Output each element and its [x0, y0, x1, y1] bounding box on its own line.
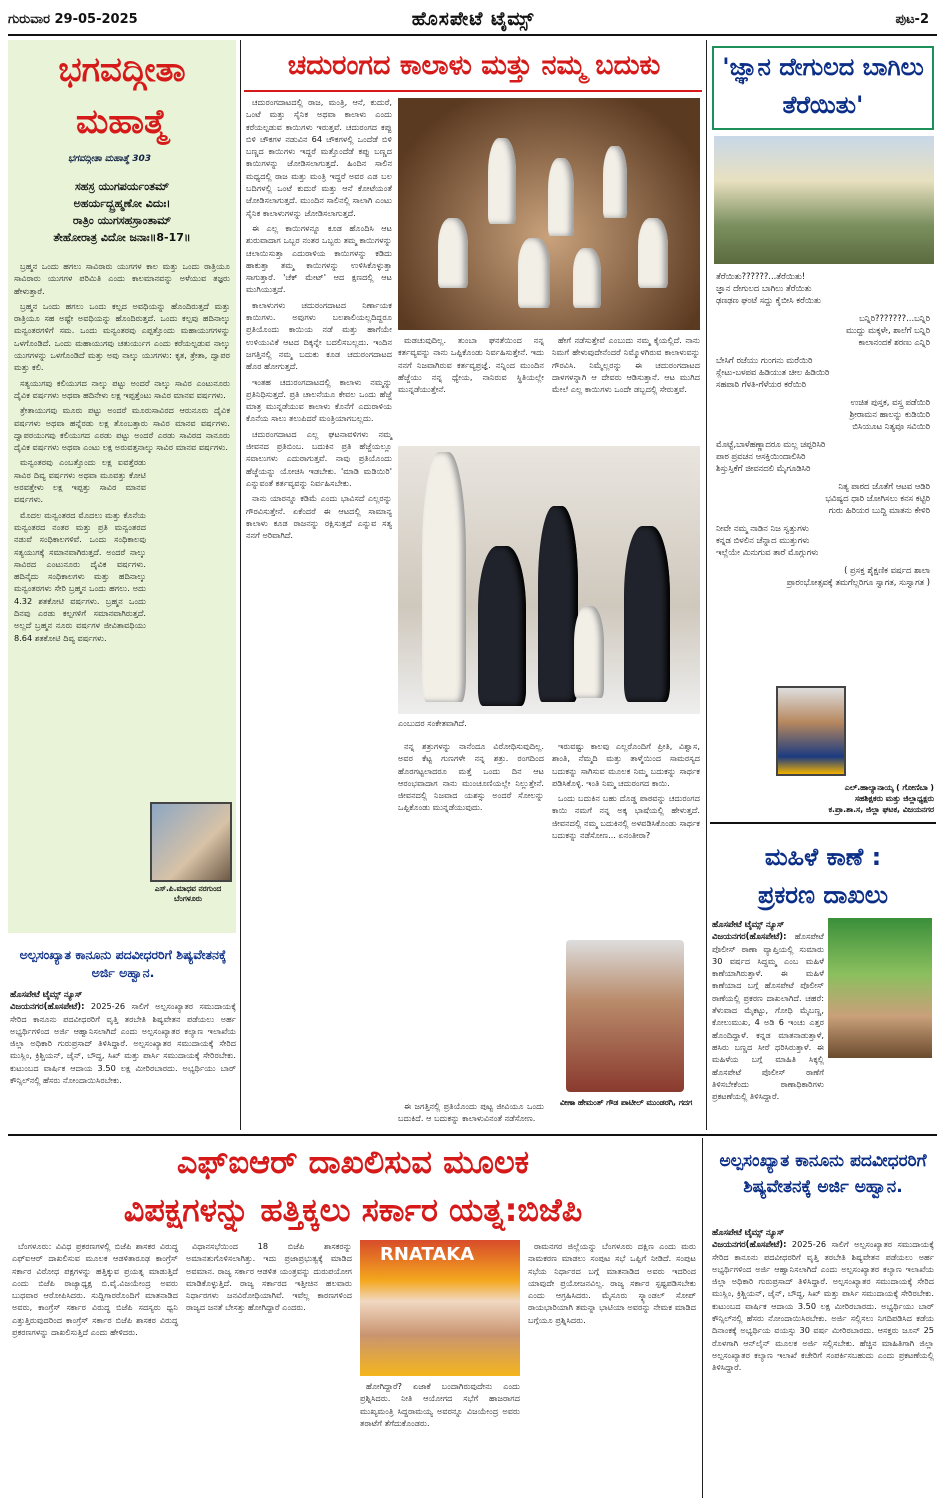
poem-line: ಮೊಟ್ಟೆ,ಬಾಳೆಹಣ್ಣಾದರೂ ಮಲ್ಲ ಚಪ್ಪರಿಸಿರಿ — [716, 439, 826, 449]
black-pawn-piece — [624, 526, 670, 702]
header-rule — [8, 34, 937, 36]
gita-paragraph: ಬ್ರಹ್ಮನ ಒಂದು ಹಗಲು ಸಾವಿರಾರು ಯುಗಗಳ ಕಾಲ ಮತ್ತು ಒಂದು ರಾತ್ರಿಯೂ ಸಾವಿರಾರು ಯುಗಗಳ ಪರಿಮಿತಿ ಎಂದು ಕಾಲಮಾನವನ್ನು ಅಳೆಯುವ ತಜ್ಞರು ಹೇಳುತ್ತಾರೆ. — [14, 261, 230, 296]
missing-body-cont — [712, 1060, 932, 1130]
column-rule — [706, 40, 707, 1130]
bjp-paragraph: ಹೋಗಿದ್ದಾರೆ? ಏಜಾಕೆ ಬಂದಾಗಿರುವುದೇನು ಎಂದು ಪ್ರಶ್ನಿಸಿದರು. ನೀತಿ ಆಯೋಗದ ಸಭೆಗೆ ಹಾಜರಾಗದ ಮುಖ್ಯಮಂತ್ರಿ ಸಿದ್ದರಾಮಯ್ಯ ಅವರನ್ನೂ ವಿಜಯೇಂದ್ರ ಅವರು ತರಾಟೆಗೆ ತೆಗೆದುಕೊಂಡರು. — [360, 1381, 520, 1428]
chess-piece — [573, 248, 601, 308]
poem-line: ಪ್ರಾರಂಭೋತ್ಸವಕ್ಕೆ ತಮಗೆಲ್ಲರಿಗೂ ಸ್ವಾಗತ, ಸುಸ್ವಾಗತ ) — [786, 577, 930, 587]
chess-paragraph: ಈ ಎಲ್ಲ ಕಾಯಿಗಳನ್ನೂ ಕೂಡ ಹೊಂದಿಸಿ ಆಟ ಶುರುವಾದಾಗ ಒಬ್ಬರ ನಂತರ ಒಬ್ಬರು ತಮ್ಮ ಕಾಯಿಗಳನ್ನು ಚಲಾಯಿಸುತ್ತಾ ಎದುರಾಳಿಯ ಕಾಯಿಗಳನ್ನು ಕಡಿದು ಹಾಕುತ್ತಾ ತಮ್ಮ ಕಾಯಿಗಳನ್ನು ಉಳಿಸಿಕೊಳ್ಳುತ್ತಾ ಸಾಗುತ್ತಾರೆ. 'ಚೆಕ್ ಮೇಟ್' ಆದ ಕ್ಷಣದಲ್ಲಿ ಆಟ ಮುಗಿಯುತ್ತದೆ. — [246, 222, 392, 295]
missing-woman-photo — [828, 918, 932, 1058]
chess-piece — [438, 218, 468, 288]
chess-paragraph: ಒಂದು ಬದುಕಿನ ಬಹು ದೊಡ್ಡ ಪಾಠವನ್ನು ಚದುರಂಗದ ಕಾಯಿ ನಮಗೆ ನನ್ನ ಅಕ್ಕ ಭಾಷೆಯಲ್ಲಿ ಹೇಳುತ್ತದೆ. ಜೀವನದಲ್ಲಿ ನಮ್ಮ ಬದುಕಿನಲ್ಲಿ ಅಳವಡಿಸಿಕೊಂಡು ಸಾರ್ಥಕ ಬದುಕನ್ನು ನಡೆಸೋಣ... ಏನಂತೀರಾ? — [552, 793, 700, 841]
section-rule — [710, 822, 936, 824]
missing-body — [712, 918, 824, 1102]
place: ವಿಜಯನಗರ(ಹೊಸಪೇಟೆ): — [10, 1001, 85, 1012]
white-pawn-piece — [574, 606, 604, 698]
poem-line: ಕಾಲಾನಂದಕೆ ಶರಣು ಎನ್ನಿರಿ — [858, 337, 930, 347]
bjp-paragraph: ಬೆಂಗಳೂರು: ವಿವಿಧ ಪ್ರಕರಣಗಳಲ್ಲಿ ಬಿಜೆಪಿ ಶಾಸಕರ ವಿರುದ್ಧ ಎಫ್‌ಐಆರ್ ದಾಖಲಿಸುವ ಮೂಲಕ ಆಡಳಿತಾರೂಢ ಕಾಂಗ್ರೆಸ್ ಸರ್ಕಾರ ವಿರೋಧ ಪಕ್ಷಗಳನ್ನು ಹತ್ತಿಕ್ಕುವ ಪ್ರಯತ್ನ ಮಾಡುತ್ತಿದೆ ಎಂದು ಬಿಜೆಪಿ ರಾಜ್ಯಾಧ್ಯಕ್ಷ ಬಿ.ವೈ.ವಿಜಯೇಂದ್ರ ಅವರು ಬುಧವಾರ ಆರೋಪಿಸಿದರು. ಸುದ್ದಿಗಾರರೊಂದಿಗೆ ಮಾತನಾಡಿದ ಅವರು, ಕಾಂಗ್ರೆಸ್ ಸರ್ಕಾರ ವಿರುದ್ಧ ಬಿಜೆಪಿ ಸದಸ್ಯರು ಧ್ವನಿ ಎತ್ತುತ್ತಿರುವುದರಿಂದ ಕಾಂಗ್ರೆಸ್ ಸರ್ಕಾರ ಬಿಜೆಪಿ ಶಾಸಕರ ವಿರುದ್ಧ ಪ್ರಕರಣಗಳನ್ನು ದಾಖಲಿಸುತ್ತಿದೆ ಎಂದು ಹೇಳಿದರು. — [12, 1241, 178, 1338]
chess-closing — [398, 1100, 544, 1132]
chess-paragraph: ಕಾಲಾಳುಗಳು ಚದುರಂಗದಾಟದ ನಿರ್ಣಾಯಕ ಕಾಯಿಗಳು. ಅವುಗಳು ಬಲಶಾಲಿಯಲ್ಲದಿದ್ದರೂ ಪ್ರತಿಯೊಂದು ಕಾಯಿಯ ನಡೆ ಮತ್ತು ಹಾಗೆಯೇ ಉಳಿಯುವಿಕೆ ಆಟದ ದಿಕ್ಕನ್ನೇ ಬದಲಿಸಬಲ್ಲದು. ಇಂದಿನ ಜಗತ್ತಿನಲ್ಲಿ ನಮ್ಮ ಬದುಕು ಕೂಡ ಚದುರಂಗದಾಟದ ಹೊರ ಹೋಗುತ್ತದೆ. — [246, 299, 392, 372]
gita-section — [8, 40, 236, 933]
poem-line: ಉಚಿತ ಪುಸ್ತಕ, ವಸ್ತ್ರ ಪಡೆಯಿರಿ — [850, 397, 930, 407]
chess-piece — [638, 218, 668, 288]
bjp-paragraph: ರಾಮನಗರ ಜಿಲ್ಲೆಯನ್ನು ಬೆಂಗಳೂರು ದಕ್ಷಿಣ ಎಂದು ಮರು ನಾಮಕರಣ ಮಾಡಲು ಸಂಪುಟ ಸಭೆ ಒಪ್ಪಿಗೆ ನೀಡಿದೆ. ಸಂಪುಟ ಸಭೆಯ ನಿರ್ಧಾರದ ಬಗ್ಗೆ ಮಾತನಾಡಿದ ಅವರು ಇದರಿಂದ ಯಾವುದೇ ಪ್ರಯೋಜನವಿಲ್ಲ. ರಾಜ್ಯ ಸರ್ಕಾರ ಸ್ಪಷ್ಟಪಡಿಸಬೇಕು ಎಂದು ಆಗ್ರಹಿಸಿದರು. ಮೈಸೂರು ಸ್ಕ್ಯಾಂಡಲ್ ಸೋಪ್ ರಾಯಭಾರಿಯಾಗಿ ತಮನ್ನಾ ಭಾಟಿಯಾ ಅವರನ್ನು ನೇಮಕ ಮಾಡಿದ ಬಗ್ಗೆಯೂ ಪ್ರಶ್ನಿಸಿದರು. — [528, 1241, 696, 1325]
issue-date: ಗುರುವಾರ 29-05-2025 — [8, 12, 138, 27]
chess-author-photo — [566, 940, 684, 1092]
missing-headline-2: ಪ್ರಕರಣ ದಾಖಲು — [758, 881, 888, 909]
poem-line: ನೀವೇ ನಮ್ಮ ನಾಡಿನ ನಿಜ ಸ್ವತ್ತುಗಳು — [716, 523, 809, 533]
chess-col-1 — [246, 96, 392, 1132]
bjp-headline-1: ಎಫ್‌ಐಆರ್ ದಾಖಲಿಸುವ ಮೂಲಕ — [176, 1143, 530, 1181]
chess-col-4b — [552, 740, 700, 938]
poem-line: ಪಾಠ ಪ್ರವಚನ ಆಸಕ್ತಿಯಿಂದಾಲಿಸಿರಿ — [716, 451, 806, 461]
chess-paragraph: ಚದುರಂಗದಾಟದ ಎಲ್ಲ ಘಟನಾವಳಿಗಳು ನಮ್ಮ ಜೀವನದ ಪ್ರತಿಬಿಂಬ. ಬದುಕಿನ ಪ್ರತಿ ಹೆಜ್ಜೆಯಲ್ಲೂ ಸವಾಲುಗಳು ಎದುರಾಗುತ್ತವೆ. ನಾವು ಪ್ರತಿಯೊಂದು ಹೆಜ್ಜೆಯನ್ನು ಯೋಚಿಸಿ ಇಡಬೇಕು. 'ಮಾಡಿ ಮಡಿಯಿರಿ' ಎನ್ನುವಂತೆ ಕರ್ತವ್ಯವನ್ನು ನಿರ್ವಹಿಸಬೇಕು. — [246, 428, 392, 488]
chess-paragraph: ಇಂತಹ ಚದುರಂಗದಾಟದಲ್ಲಿ ಕಾಲಾಳು ನಮ್ಮನ್ನು ಪ್ರತಿನಿಧಿಸುತ್ತದೆ. ಪ್ರತಿ ಚಾಲನೆಯೂ ಕೇವಲ ಒಂದು ಹೆಜ್ಜೆ ಮಾತ್ರ ಮುನ್ನಡೆಯುವ ಕಾಲಾಳು ಕೊನೆಗೆ ಎದುರಾಳಿಯ ಕೊನೆಯ ಸಾಲು ತಲುಪಿದರೆ ಮಂತ್ರಿಯಾಗಬಲ್ಲದು. — [246, 376, 392, 424]
chess-piece — [548, 158, 574, 236]
verse-line: ಅಹರ್ಯದ್ಬ್ರಹ್ಮಣೋ ವಿದುಃ। — [73, 197, 171, 210]
gita-paragraph: ಮೊದಲ ಮನ್ವಂತರದ ಮೊದಲು ಮತ್ತು ಕೊನೆಯ ಮನ್ವಂತರದ ನಂತರ ಮತ್ತು ಪ್ರತಿ ಮನ್ವಂತರದ ನಡುವೆ ಸಂಧಿಕಾಲಗಳಿವೆ. ಒಂದು ಸಂಧಿಕಾಲವು ಸತ್ಯಯುಗಕ್ಕೆ ಸಮಾನವಾಗಿರುತ್ತದೆ. ಅಂದರೆ ನಾಲ್ಕು ಸಾವಿರದ ಎಂಟುನೂರು ದೈವಿಕ ವರ್ಷಗಳು. ಹದಿನೈದು ಸಂಧಿಕಾಲಗಳು ಮತ್ತು ಹದಿನಾಲ್ಕು ಮನ್ವಂತರಗಳು ಸೇರಿ ಬ್ರಹ್ಮನ ಒಂದು ಹಗಲು. ಅದು 4.32 ಶತಕೋಟಿ ವರ್ಷಗಳು. ಬ್ರಹ್ಮನ ಒಂದು ದಿನವು ಎರಡು ಕಲ್ಪಗಳಿಗೆ ಸಮಾನವಾಗಿರುತ್ತದೆ. ಅಲ್ಲದೆ ಬ್ರಹ್ಮನ ನೂರು ವರ್ಷಗಳ ಜೀವಿತಾವಧಿಯು 8.64 ಶತಕೋಟಿ ದಿವ್ಯ ವರ್ಷಗಳು. — [14, 509, 146, 643]
chess-paragraph: ಇರುವಷ್ಟು ಕಾಲವು ಎಲ್ಲರೊಂದಿಗೆ ಪ್ರೀತಿ, ವಿಶ್ವಾಸ, ಶಾಂತಿ, ನೆಮ್ಮದಿ ಮತ್ತು ತಾಳ್ಮೆಯಿಂದ ಸಾಮರಸ್ಯದ ಬದುಕನ್ನು ಸಾಗಿಸುವ ಮೂಲಕ ನಿಮ್ಮ ಬದುಕನ್ನು ಸಾರ್ಥಕ ಪಡಿಸಿಕೊಳ್ಳಿ. ಇಂತಿ ನಿಮ್ಮ ಚದುರಂಗದ ಕಾಯಿ. — [552, 741, 700, 788]
gita-series: ಭಗವದ್ಗೀತಾ ಮಹಾತ್ಮೆ 303 — [68, 154, 152, 164]
bjp-after-photo — [360, 1380, 520, 1496]
poem-line: ಬಿಸಿಯೂಟ ನಿತ್ಯವೂ ಸವಿಯಿರಿ — [852, 421, 930, 431]
bjp-paragraph: ವಿಧಾನಸಭೆಯಿಂದ 18 ಬಿಜೆಪಿ ಶಾಸಕರನ್ನು ಅಮಾನತುಗೊಳಿಸಲಾಗಿತ್ತು. ಇದು ಪ್ರಜಾಪ್ರಭುತ್ವಕ್ಕೆ ಮಾಡಿದ ಅವಮಾನ. ರಾಜ್ಯ ಸರ್ಕಾರ ಆಡಳಿತ ಯಂತ್ರವನ್ನು ದುರುಪಯೋಗ ಮಾಡಿಕೊಳ್ಳುತ್ತಿದೆ. ರಾಜ್ಯ ಸರ್ಕಾರದ ಇತ್ತೀಚಿನ ಹಲವಾರು ನಿರ್ಧಾರಗಳು ಜನವಿರೋಧಿಯಾಗಿವೆ. ಇವೆಲ್ಲ ಕಾರಣಗಳಿಂದ ರಾಜ್ಯದ ಜನತೆ ಬೇಸತ್ತು ಹೋಗಿದ್ದಾರೆ ಎಂದರು. — [186, 1241, 352, 1313]
chess-piece — [488, 138, 516, 224]
minority-left-text: 2025-26 ಸಾಲಿಗೆ ಅಲ್ಪಸಂಖ್ಯಾತರ ಸಮುದಾಯಕ್ಕೆ ಸೇರಿದ ಕಾನೂನು ಪದವೀಧರರಿಗೆ ವೃತ್ತಿ ತರಬೇತಿ ಶಿಷ್ಯವೇತನ ಪಡೆಯಲು ಅರ್ಹ ಅಭ್ಯರ್ಥಿಗಳಿಂದ ಅರ್ಜಿ ಆಹ್ವಾನಿಸಲಾಗಿದೆ ಎಂದು ಅಲ್ಪಸಂಖ್ಯಾತರ ಕಲ್ಯಾಣ ಇಲಾಖೆಯ ಜಿಲ್ಲಾ ಅಧಿಕಾರಿ ಗುರುಪ್ರಸಾದ್ ತಿಳಿಸಿದ್ದಾರೆ. ಅಲ್ಪಸಂಖ್ಯಾತರ ಸಮುದಾಯಕ್ಕೆ ಸೇರಿದ ಮುಸ್ಲಿಂ, ಕ್ರಿಶ್ಚಿಯನ್, ಜೈನ್, ಬೌದ್ಧ, ಸಿಖ್ ಮತ್ತು ಪಾರ್ಸಿ ಸಮುದಾಯಕ್ಕೆ ಸೇರಿರಬೇಕು. ಕುಟುಂಬದ ವಾರ್ಷಿಕ ಆದಾಯ 3.50 ಲಕ್ಷ ಮೀರಿರಬಾರದು. ಅಭ್ಯರ್ಥಿಯು ಬಾರ್ ಕೌನ್ಸಿಲ್‍ನಲ್ಲಿ ಹೆಸರು ನೋಂದಾಯಿಸಿರಬೇಕು. — [10, 1001, 236, 1086]
poem-line: ಭವಿಷ್ಯದ ಧಾರಿ ಜೋಗಿಸಲು ಕನಸ ಕಟ್ಟಿರಿ — [825, 493, 930, 503]
column-rule — [240, 40, 241, 1130]
poet-caption — [712, 782, 934, 815]
chess-board-photo — [398, 98, 700, 330]
poem-line: ( ಪ್ರಸಕ್ತ ಶೈಕ್ಷಣಿಕ ವರ್ಷದ ಶಾಲಾ — [844, 565, 930, 575]
verse-line: ರಾತ್ರಿಂ ಯುಗಸಹಸ್ರಾಂತಾಮ್ — [72, 214, 172, 227]
chess-paragraph: ನನ್ನ ಶತ್ರುಗಳನ್ನು ನಾನೆಂದೂ ವಿರೋಧಿಸುವುದಿಲ್ಲ. ಅವರ ಕೆಟ್ಟ ಗುಣಗಳೇ ನನ್ನ ಶತ್ರು. ರಂಗದಿಂದ ಹೊರಗಟ್ಟಲಾದರೂ ಮತ್ತೆ ಒಂದು ದಿನ ಆಟ ಆರಂಭವಾದಾಗ ನಾನು ಮುಂಚೂಣಿಯಲ್ಲೇ ನಿಲ್ಲುತ್ತೇನೆ. ಜೀವನದಲ್ಲಿ ನಿಜವಾದ ಯಶಸ್ಸು ಅಂದರೆ ಸೋಲನ್ನು ಒಪ್ಪಿಕೊಂಡು ಮುನ್ನಡೆಯುವುದು. — [398, 741, 544, 813]
chess-col-3b — [398, 740, 544, 1132]
place: ವಿಜಯನಗರ(ಹೊಸಪೇಟೆ): — [712, 1239, 787, 1250]
black-bishop-piece — [538, 506, 578, 702]
bjp-headline — [8, 1138, 698, 1234]
chess-paragraph: ಈ ಜಗತ್ತಿನಲ್ಲಿ ಪ್ರತಿಯೊಂದು ಪುಟ್ಟ ಜೀವಿಯೂ ಒಂದು ಬದುಕಿದೆ. ಆ ಬದುಕನ್ನು ಕಾಲಾಳುವಿನಂತೆ ನಡೆಸೋಣ. — [398, 1101, 544, 1124]
page-number: ಪುಟ-2 — [895, 12, 929, 27]
politician-photo — [360, 1240, 520, 1376]
poem-line: ಸಹಪಾಠಿ ಗೆಳತಿ-ಗೆಳೆಯರ ಕರೆಯಿರಿ — [716, 379, 807, 389]
column-rule — [702, 1138, 703, 1498]
chess-paragraph: ನಾನು ಯಾರನ್ನೂ ಕಡಿಮೆ ಎಂದು ಭಾವಿಸದೆ ಎಲ್ಲರನ್ನು ಗೌರವಿಸುತ್ತೇನೆ. ಏಕೆಂದರೆ ಈ ಆಟದಲ್ಲಿ ಸಾಮಾನ್ಯ ಕಾಲಾಳು ಕೂಡ ರಾಜನನ್ನು ರಕ್ಷಿಸುತ್ತದೆ ಎನ್ನುವ ಸತ್ಯ ನನಗೆ ಅರಿವಾಗಿದೆ. — [246, 493, 392, 541]
black-rook-piece — [478, 546, 526, 706]
bjp-headline-2: ವಿಪಕ್ಷಗಳನ್ನು ಹತ್ತಿಕ್ಕಲು ಸರ್ಕಾರ ಯತ್ನ:ಬಿಜೆಪಿ — [123, 1191, 583, 1229]
poem-line: ಬೇಸಿಗೆ ರಜೆಯು ಗುಂಗನು ಮರೆಯಿರಿ — [716, 355, 813, 365]
chess-author-caption: ವೀಣಾ ಹೇಮಂತ್ ಗೌಡ ಪಾಟೀಲ್ ಮುಂಡರಗಿ, ಗದಗ — [559, 1098, 693, 1107]
banner-text: RNATAKA — [380, 1244, 475, 1265]
white-king-piece — [422, 452, 466, 702]
poem-line: ಸ್ಲೇಟು-ಬಳಪವ ಹಿಡಿಯುತ ಚೀಲ ಹಿಡಿಯಿರಿ — [716, 367, 830, 377]
minority-right-text: 2025-26 ಸಾಲಿಗೆ ಅಲ್ಪಸಂಖ್ಯಾತರ ಸಮುದಾಯಕ್ಕೆ ಸೇರಿದ ಕಾನೂನು ಪದವೀಧರರಿಗೆ ವೃತ್ತಿ ತರಬೇತಿ ಶಿಷ್ಯವೇತನ ಪಡೆಯಲು ಅರ್ಹ ಅಭ್ಯರ್ಥಿಗಳಿಂದ ಅರ್ಜಿ ಆಹ್ವಾನಿಸಲಾಗಿದೆ ಎಂದು ಅಲ್ಪಸಂಖ್ಯಾತರ ಕಲ್ಯಾಣ ಇಲಾಖೆಯ ಜಿಲ್ಲಾ ಅಧಿಕಾರಿ ಗುರುಪ್ರಸಾದ್ ತಿಳಿಸಿದ್ದಾರೆ. ಅಲ್ಪಸಂಖ್ಯಾತರ ಸಮುದಾಯಕ್ಕೆ ಸೇರಿದ ಮುಸ್ಲಿಂ, ಕ್ರಿಶ್ಚಿಯನ್, ಜೈನ್, ಬೌದ್ಧ, ಸಿಖ್ ಮತ್ತು ಪಾರ್ಸಿ ಸಮುದಾಯಕ್ಕೆ ಸೇರಿರಬೇಕು. ಕುಟುಂಬದ ವಾರ್ಷಿಕ ಆದಾಯ 3.50 ಲಕ್ಷ ಮೀರಿರಬಾರದು. ಅಭ್ಯರ್ಥಿಯು ಬಾರ್ ಕೌನ್ಸಿಲ್‍ನಲ್ಲಿ ಹೆಸರು ನೋಂದಾಯಿಸಿರಬೇಕು. ಅರ್ಜಿ ಸಲ್ಲಿಸಲು ನಿಗದಿಪಡಿಸಿದ ಕಡೆಯ ದಿನಾಂಕಕ್ಕೆ ಅಭ್ಯರ್ಥಿಯ ವಯಸ್ಸು 30 ವರ್ಷ ಮೀರಿರಬಾರದು. ಆಸಕ್ತರು ಜೂನ್ 25 ರೊಳಗಾಗಿ ಆನ್‌ಲೈನ್ ಮೂಲಕ ಅರ್ಜಿ ಸಲ್ಲಿಸಬೇಕು. ಹೆಚ್ಚಿನ ಮಾಹಿತಿಗಾಗಿ ಜಿಲ್ಲಾ ಅಲ್ಪಸಂಖ್ಯಾತರ ಕಲ್ಯಾಣ ಇಲಾಖೆ ಕಚೇರಿಗೆ ಸಂಪರ್ಕಿಸಬಹುದು ಎಂದು ಪ್ರಕಟಣೆಯಲ್ಲಿ ತಿಳಿಸಿದ್ದಾರೆ. — [712, 1239, 934, 1373]
gita-paragraph: ತ್ರೇತಾಯುಗವು ಮೂರು ಪಟ್ಟು ಅಂದರೆ ಮೂರುಸಾವಿರದ ಆರುನೂರು ದೈವಿಕ ವರ್ಷಗಳು ಅಥವಾ ಹನ್ನೆರಡು ಲಕ್ಷ ತೊಂಬತ್ತಾರು ಸಾವಿರ ಮಾನವ ವರ್ಷಗಳು. ದ್ವಾಪರಯುಗವು ಕಲಿಯುಗದ ಎರಡು ಪಟ್ಟು ಅಂದರೆ ಎರಡು ಸಾವಿರದ ನಾನೂರು ದೈವಿಕ ವರ್ಷಗಳು ಅಥವಾ ಎಂಟು ಲಕ್ಷ ಅರುವತ್ತನಾಲ್ಕು ಸಾವಿರ ಮಾನವ ವರ್ಷಗಳು. — [14, 405, 230, 453]
school-photo — [714, 136, 934, 264]
missing-text: ಹೊಸಪೇಟೆ ಪೊಲೀಸ್ ಠಾಣಾ ವ್ಯಾಪ್ತಿಯಲ್ಲಿ ಸುಮಾರು 30 ವರ್ಷದ ಸಿದ್ದಮ್ಮ ಎಂಬ ಮಹಿಳೆ ಕಾಣೆಯಾಗಿರುತ್ತಾಳೆ. ಈ ಮಹಿಳೆ ಕಾಣೆಯಾದ ಬಗ್ಗೆ ಹೊಸಪೇಟೆ ಪೊಲೀಸ್ ಠಾಣೆಯಲ್ಲಿ ಪ್ರಕರಣ ದಾಖಲಾಗಿದೆ. ಚಹರೆ: ತೆಳುವಾದ ಮೈಕಟ್ಟು, ಗೋಧಿ ಮೈಬಣ್ಣ, ಕೋಲುಮುಖ, 4 ಅಡಿ 6 ಇಂಚು ಎತ್ತರ ಹೊಂದಿದ್ದಾಳೆ. ಕನ್ನಡ ಮಾತನಾಡುತ್ತಾಳೆ, ಹಸಿರು ಬಣ್ಣದ ಸೀರೆ ಧರಿಸಿರುತ್ತಾಳೆ. ಈ ಮಹಿಳೆಯ ಬಗ್ಗೆ ಮಾಹಿತಿ ಸಿಕ್ಕಲ್ಲಿ ಹೊಸಪೇಟೆ ಪೊಲೀಸ್ ಠಾಣೆಗೆ ತಿಳಿಸಬೇಕೆಂದು ಠಾಣಾಧಿಕಾರಿಗಳು ಪ್ರಕಟಣೆಯಲ್ಲಿ ತಿಳಿಸಿದ್ದಾರೆ. — [712, 931, 824, 1102]
gita-author-caption: ಎಸ್.ಪಿ.ಮಾಧವ ನರಗುಂದ ಬೆಂಗಳೂರು — [154, 884, 222, 903]
chess-image-caption: ಎಂಬುದರ ಸಂಕೇತವಾಗಿದೆ. — [398, 718, 467, 728]
gita-paragraph: ಮನ್ವಂತರವು ಎಂಬತ್ತೊಂದು ಲಕ್ಷ ಐವತ್ತೆರಡು ಸಾವಿರ ದಿವ್ಯ ವರ್ಷಗಳು ಅಥವಾ ಮೂವತ್ತು ಕೋಟಿ ಅರವತ್ತೇಳು ಲಕ್ಷ ಇಪ್ಪತ್ತು ಸಾವಿರ ಮಾನವ ವರ್ಷಗಳು. — [14, 457, 146, 505]
chess-paragraph: ಮಡಚುವುದಿಲ್ಲ. ತುಂಬಾ ಘನತೆಯಿಂದ ನನ್ನ ಕರ್ತವ್ಯವನ್ನು ನಾನು ಒಪ್ಪಿಕೊಂಡು ನಿರ್ವಹಿಸುತ್ತೇನೆ. ಇದು ನನಗೆ ನಿಜವಾಗಿರುವ ಕರ್ತವ್ಯಪ್ರಜ್ಞೆ. ನನ್ನಿಂದ ಮುಂದಿನ ಹೆಜ್ಜೆಯು ನನ್ನ ಧ್ಯೇಯ, ನಾನಿರುವ ಸ್ಥಿತಿಯಲ್ಲೇ ಮುನ್ನಡೆಯುತ್ತೇನೆ. — [398, 335, 544, 395]
poem-line: ಕನ್ನಡ ಬಿಳಲಿನ ಚೆನ್ನಾದ ಮುತ್ತುಗಳು — [716, 535, 810, 545]
poem-line: ಗುರು ಹಿರಿಯರ ಬುದ್ದಿ ಮಾತನು ಕೇಳಿರಿ — [828, 505, 930, 515]
chess-piece — [603, 146, 627, 218]
poem-line: ಮುದ್ದು ಮಕ್ಕಳೇ, ಶಾಲೆಗೆ ಬನ್ನಿರಿ — [846, 325, 930, 335]
section-rule — [8, 1134, 937, 1136]
minority-left-body — [10, 988, 236, 1128]
bjp-col-1 — [12, 1240, 178, 1496]
chess-col-3 — [398, 334, 544, 444]
school-headline: 'ಜ್ಞಾನ ದೇಗುಲದ ಬಾಗಿಲು ತೆರೆಯಿತು' — [712, 46, 934, 130]
chess-piece — [518, 238, 550, 308]
poet-role: ಸಹಶಿಕ್ಷಕರು ಮತ್ತು ಜಿಲ್ಲಾಧ್ಯಕ್ಷರು — [854, 794, 934, 803]
poem-line: ಢಣಢಣ ಘಂಟೆ ಸದ್ದು ಕೈಬೀಸಿ ಕರೆಯಿತು — [716, 295, 821, 305]
poet-photo — [776, 686, 846, 776]
chess-col-4 — [552, 334, 700, 444]
chess-headline: ಚದುರಂಗದ ಕಾಲಾಳು ಮತ್ತು ನಮ್ಮ ಬದುಕು — [287, 50, 661, 81]
bjp-col-3 — [528, 1240, 696, 1496]
poem-line: ಶ್ರೀರಾಮನ ಹಾಲನ್ನು ಕುಡಿಯಿರಿ — [849, 409, 930, 419]
poet-org: ಕ.ಪ್ರಾ.ಶಾ.ಸ, ಜಿಲ್ಲಾ ಘಟಕ, ವಿಜಯನಗರ — [828, 805, 934, 814]
minority-right-body — [712, 1226, 934, 1496]
poem-line: ಇಲ್ಲೆಯೇ ಮಿನುಗುವ ತಾರೆ ಮೊಗ್ಗುಗಳು — [716, 547, 819, 557]
chess-paragraph: ಹೇಗೆ ನಡೆಸುತ್ತೇವೆ ಎಂಬುದು ನಮ್ಮ ಕೈಯಲ್ಲಿದೆ. ನಾನು ನಿಮಗೆ ಹೇಳುವುದೇನೆಂದರೆ ನಿಮ್ಮೊಳಗಿರುವ ಕಾಲಾಳುವನ್ನು ಗೌರವಿಸಿ. ನಿಮ್ಮೆಲ್ಲರನ್ನು ಈ ಚದುರಂಗದಾಟದ ದಾಳಗಳನ್ನಾಗಿ ಆ ದೇವರು ಆಡಿಸುತ್ತಾನೆ. ಆಟ ಮುಗಿದ ಮೇಲೆ ಎಲ್ಲ ಕಾಯಿಗಳು ಒಂದೇ ಡಬ್ಬದಲ್ಲಿ ಸೇರುತ್ತವೆ. — [552, 335, 700, 395]
poem-line: ನಿತ್ಯ ಪಾಠದ ಜೊತೆಗೆ ಆಟವ ಆಡಿರಿ — [838, 481, 930, 491]
page-header — [8, 8, 937, 34]
chess-paragraph: ಚದುರಂಗದಾಟದಲ್ಲಿ ರಾಜ, ಮಂತ್ರಿ, ಆನೆ, ಕುದುರೆ, ಒಂಟೆ ಮತ್ತು ಸೈನಿಕ ಅಥವಾ ಕಾಲಾಳು ಎಂದು ಕರೆಯಲ್ಪಡುವ ಕಾಯಿಗಳು ಇರುತ್ತವೆ. ಚದುರಂಗದ ಕಪ್ಪು ಬಿಳಿ ಚೌಕಗಳ ನಡುವಿನ 64 ಚೌಕಗಳಲ್ಲಿ ಒಂದೆಡೆ ಬಿಳಿ ಬಣ್ಣದ ಕಾಯಿಗಳು ಇದ್ದರೆ ಮತ್ತೊಂದೆಡೆ ಕಪ್ಪು ಬಣ್ಣದ ಕಾಯಿಗಳನ್ನು ಜೋಡಿಸಲಾಗುತ್ತದೆ. ಹಿಂದಿನ ಸಾಲಿನ ಮಧ್ಯದಲ್ಲಿ ರಾಜ ಮತ್ತು ಮಂತ್ರಿ ಇದ್ದರೆ ಅವರ ಎಡ ಬಲ ಬದಿಗಳಲ್ಲಿ ಒಂಟೆ ಕುದುರೆ ಮತ್ತು ಆನೆ ಕೋಟೆಯಂತೆ ಜೋಡಿಸಲಾಗುತ್ತದೆ. ಮುಂದಿನ ಸಾಲಿನಲ್ಲಿ ಸಾಲಾಗಿ ಎಂಟು ಸೈನಿಕ ಕಾಲಾಳುಗಳನ್ನು ಜೋಡಿಸಲಾಗುತ್ತದೆ. — [246, 97, 392, 218]
dateline: ಹೊಸಪೇಟೆ ಟೈಮ್ಸ್ ನ್ಯೂಸ್ — [10, 989, 83, 999]
chess-pieces-photo — [398, 446, 700, 714]
poem-line: ಶಿಸ್ತುಸ್ತಿಕೆಗೆ ಜೀವನದಲಿ ಮೈಗೂಡಿಸಿರಿ — [716, 463, 811, 473]
minority-left-headline: ಅಲ್ಪಸಂಖ್ಯಾತ ಕಾನೂನು ಪದವೀಧರರಿಗೆ ಶಿಷ್ಯವೇತನಕ್ಕೆ ಅರ್ಜಿ ಅಹ್ವಾನ. — [19, 947, 227, 980]
gita-author-photo — [150, 802, 232, 882]
verse-line: ತೇಹೋರಾತ್ರ ವಿದೋ ಜನಾಃ॥8-17॥ — [53, 231, 191, 244]
masthead: ಹೊಸಪೇಟೆ ಟೈಮ್ಸ್ — [411, 8, 535, 30]
poem-line: ತೆರೆಯಿತು??????...ತೆರೆಯಿತು! — [716, 271, 806, 281]
missing-headline-1: ಮಹಿಳೆ ಕಾಣೆ : — [764, 843, 882, 871]
poem-line: ಬನ್ನಿರಿ???????...ಬನ್ನಿರಿ — [859, 313, 930, 323]
gita-title-1: ಭಗವದ್ಗೀತಾ — [58, 50, 186, 90]
bjp-col-2 — [186, 1240, 352, 1496]
poem-line: ಜ್ಞಾನ ದೇಗುಲದ ಬಾಗಿಲು ತೆರೆಯಿತು — [716, 283, 812, 293]
poet-name: ಎಲ್.ಹಾಲ್ಯಾನಾಯ್ಕ ( ಗೋಣಿಬಾ ) — [844, 783, 934, 792]
dateline: ಹೊಸಪೇಟೆ ಟೈಮ್ಸ್ ನ್ಯೂಸ್ — [712, 919, 785, 929]
minority-right-headline: ಅಲ್ಪಸಂಖ್ಯಾತ ಕಾನೂನು ಪದವೀಧರರಿಗೆ ಶಿಷ್ಯವೇತನಕ್ಕೆ ಅರ್ಜಿ ಅಹ್ವಾನ. — [719, 1151, 927, 1197]
dateline: ಹೊಸಪೇಟೆ ಟೈಮ್ಸ್ ನ್ಯೂಸ್ — [712, 1227, 785, 1237]
school-poem — [716, 270, 930, 680]
gita-paragraph: ಸತ್ಯಯುಗವು ಕಲಿಯುಗದ ನಾಲ್ಕು ಪಟ್ಟು ಅಂದರೆ ನಾಲ್ಕು ಸಾವಿರ ಎಂಟುನೂರು ದೈವಿಕ ವರ್ಷಗಳು ಅಥವಾ ಹದಿನೇಳು ಲಕ್ಷ ಇಪ್ಪತ್ತೆಂಟು ಸಾವಿರ ಮಾನವ ವರ್ಷಗಳು. — [14, 377, 230, 400]
gita-paragraph: ಬ್ರಹ್ಮನ ಒಂದು ಹಗಲು ಒಂದು ಕಲ್ಪದ ಅವಧಿಯನ್ನು ಹೊಂದಿರುತ್ತದೆ ಮತ್ತು ರಾತ್ರಿಯೂ ಸಹ ಅಷ್ಟೇ ಅವಧಿಯನ್ನು ಹೊಂದಿರುತ್ತದೆ. ಒಂದು ಕಲ್ಪವು ಹದಿನಾಲ್ಕು ಮನ್ವಂತರಗಳಿಗೆ ಸಮ. ಒಂದು ಮನ್ವಂತರವು ಎಪ್ಪತ್ತೊಂದು ಮಹಾಯುಗಗಳನ್ನು ಒಳಗೊಂಡಿದೆ. ಒಂದು ಮಹಾಯುಗವು ಚತುರ್ಯುಗ ಎಂದು ಕರೆಯಲ್ಪಡುವ ನಾಲ್ಕು ಯುಗಗಳನ್ನು ಒಳಗೊಂಡಿದೆ ಮತ್ತು ಅವು ನಾಲ್ಕು ಯುಗಗಳು: ಕೃತ, ತ್ರೇತಾ, ದ್ವಾಪರ ಮತ್ತು ಕಲಿ. — [14, 300, 230, 373]
place: ವಿಜಯನಗರ(ಹೊಸಪೇಟೆ): — [712, 931, 787, 942]
gita-title-2: ಮಹಾತ್ಮೆ — [76, 102, 168, 142]
verse-line: ಸಹಸ್ರ ಯುಗಪರ್ಯಂತಮ್ — [74, 180, 170, 193]
headline-rule — [244, 90, 702, 92]
